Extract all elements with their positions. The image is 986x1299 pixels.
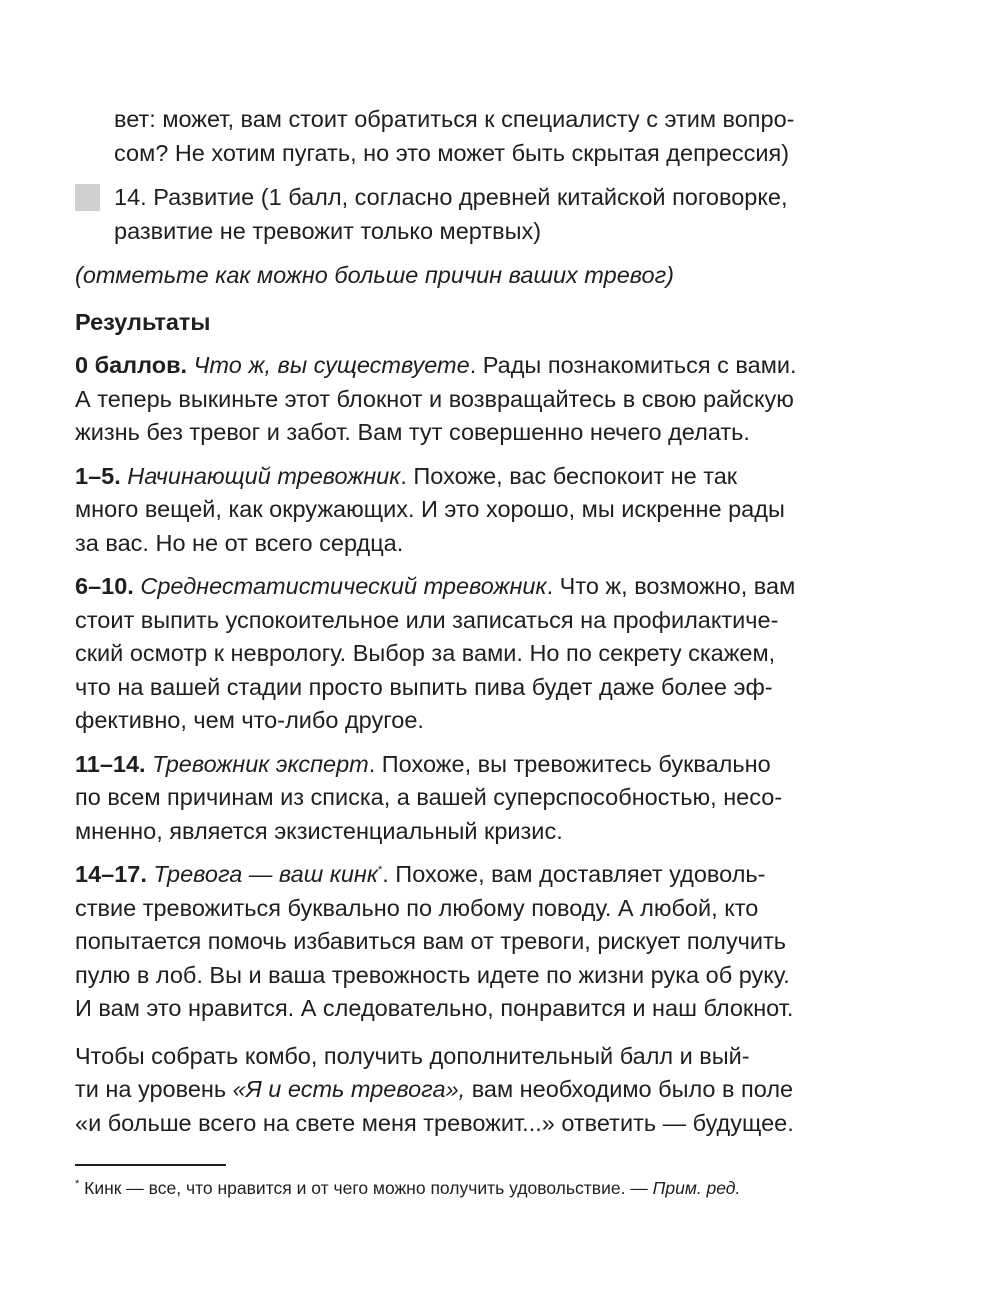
result-0 [75,349,895,450]
result-1 [75,460,895,561]
combo-line-2-start: ти на уровень [75,1076,233,1102]
result-text: . Что ж, возможно, вам [546,573,796,599]
result-line: фективно, чем что-либо другое. [75,707,424,733]
result-line: ствие тревожиться буквально по любому поводу. А любой, кто [75,894,759,921]
result-range: 6–10. [75,573,134,599]
continuation-line-1: вет: может, вам стоит обратиться к специалисту с этим вопро- [114,106,795,132]
result-line: попытается помочь избавиться вам от тревоги, рискует получить [75,928,786,954]
result-line: за вас. Но не от всего сердца. [75,529,404,556]
result-line: ский осмотр к неврологу. Выбор за вами. Но по секрету скажем, [75,640,776,666]
result-range: 14–17. [75,861,147,887]
result-text: . Похоже, вас беспокоит не так [400,462,738,489]
result-range: 0 баллов. [75,352,188,378]
result-title: Среднестатистический тревожник [140,573,547,599]
result-line: пулю в лоб. Вы и ваша тревожность идете по жизни рука об руку. [75,961,790,988]
combo-line-1: Чтобы собрать комбо, получить дополнительный балл и вый- [75,1042,750,1069]
combo-paragraph [75,1040,895,1141]
page-content [75,103,895,1140]
combo-level-name: «Я и есть тревога», [232,1076,466,1102]
checklist-item-14 [75,181,895,248]
footnote-mark: * [75,1178,80,1191]
footnote-reference: * [377,864,383,877]
result-line: мненно, является экзистенциальный кризис. [75,817,563,844]
result-4 [75,858,895,1026]
result-range: 11–14. [75,750,146,777]
result-line: стоит выпить успокоительное или записаться на профилактиче- [75,606,779,633]
item-14-line-2: развитие не тревожит только мертвых) [114,217,542,244]
result-title: Тревога — ваш кинк [153,861,378,887]
result-range: 1–5. [75,462,121,489]
result-line: по всем причинам из списка, а вашей суперспособностью, несо- [75,784,783,810]
result-line: И вам это нравится. А следовательно, понравится и наш блокнот. [75,995,794,1021]
instruction-note: (отметьте как можно больше причин ваших тревог) [75,262,674,288]
results-heading: Результаты [75,308,211,335]
combo-line-3: «и больше всего на свете меня тревожит...» ответить — будущее. [75,1109,794,1136]
result-line: А теперь выкиньте этот блокнот и возвращайтесь в свою райскую [75,385,794,412]
result-line: много вещей, как окружающих. И это хорошо, мы искренне рады [75,496,785,522]
result-text: . Похоже, вы тревожитесь буквально [368,750,771,777]
footnote-text: Кинк — все, что нравится и от чего можно получить удовольствие. — [79,1178,653,1198]
footnote [75,1176,895,1200]
result-line: что на вашей стадии просто выпить пива будет даже более эф- [75,673,773,700]
result-text: . Рады познакомиться с вами. [469,352,797,378]
result-title: Тревожник эксперт [152,750,369,777]
result-3 [75,748,895,849]
combo-line-2-end: вам необходимо было в поле [465,1076,794,1102]
footnote-editor-note: Прим. ред. [652,1178,741,1198]
result-2 [75,570,895,738]
footnote-divider [75,1164,226,1166]
result-text: . Похоже, вам доставляет удоволь- [382,861,766,887]
checkbox-square[interactable] [75,184,100,211]
continuation-line-2: сом? Не хотим пугать, но это может быть скрытая депрессия) [114,139,790,166]
result-title: Начинающий тревожник [127,462,401,489]
continuation-paragraph [75,103,895,170]
item-14-line-1: 14. Развитие (1 балл, согласно древней китайской поговорке, [114,184,788,210]
result-line: жизнь без тревог и забот. Вам тут совершенно нечего делать. [75,419,750,445]
result-title: Что ж, вы существуете [193,352,470,378]
